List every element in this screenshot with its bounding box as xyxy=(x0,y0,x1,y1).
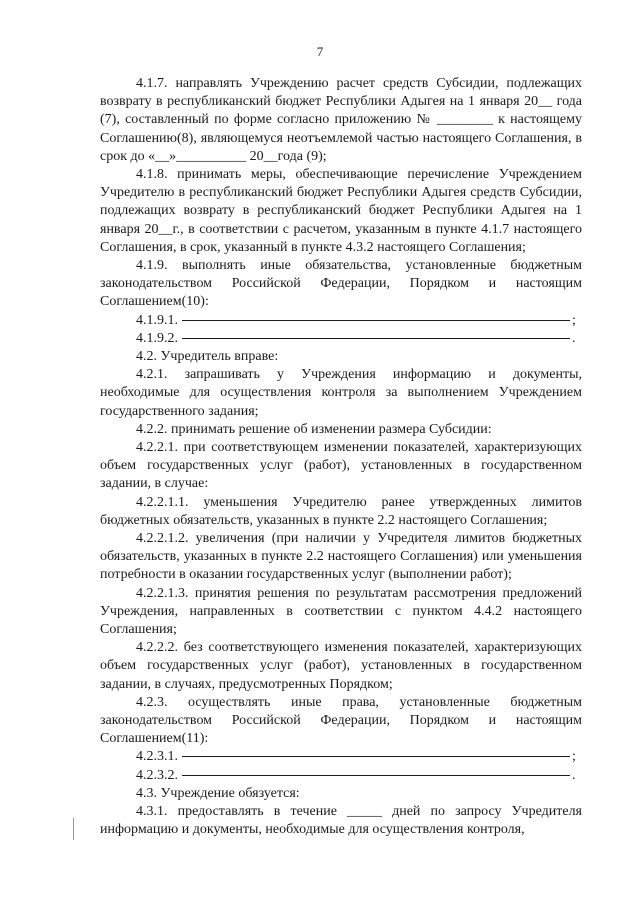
fill-in-number: 4.1.9.2. xyxy=(136,330,178,346)
clause-4-2-2-2: 4.2.2.2. без соответствующего изменения показателей, характеризующих объем государственных услуг (работ), установленных в государственном задании, в случаях, предусмотренных Порядком; xyxy=(100,640,582,692)
clause-4-2-2-1-3: 4.2.2.1.3. принятия решения по результатам рассмотрения предложений Учреждения, направленных в соответствии с пунктом 4.4.2 настоящего Соглашения; xyxy=(100,585,582,638)
fill-in-number: 4.1.9.1. xyxy=(136,312,178,328)
fill-in-underline xyxy=(182,756,570,757)
clause-4-3-1: 4.3.1. предоставлять в течение _____ дней по запросу Учредителя информацию и документы, необходимые для осуществления контроля, xyxy=(100,804,582,838)
scan-margin-mark xyxy=(73,818,74,840)
clause-4-2-2-1-1: 4.2.2.1.1. уменьшения Учредителю ранее утвержденных лимитов бюджетных обязательств, указанных в пункте 2.2 настоящего Соглашения; xyxy=(100,494,582,528)
fill-in-line-4-1-9-2 xyxy=(100,330,582,348)
clause-4-1-8: 4.1.8. принимать меры, обеспечивающие перечисление Учреждением Учредителю в республиканский бюджет Республики Адыгея средств Субсидии, подлежащих возврату в республиканский бюджет Республики Адыгея на 1 января 20__г., в соответствии с расчетом, указанным в пункте 4.1.7 настоящего Соглашения, в срок, указанный в пункте 4.3.2 настоящего Соглашения; xyxy=(100,167,582,255)
fill-in-number: 4.2.3.1. xyxy=(136,749,178,765)
document-body xyxy=(100,75,582,839)
fill-in-line-4-1-9-1 xyxy=(100,312,582,330)
clause-4-2-2-1: 4.2.2.1. при соответствующем изменении показателей, характеризующих объем государственных услуг (работ), установленных в государственном задании, в случае: xyxy=(100,440,582,492)
clause-4-1-9: 4.1.9. выполнять иные обязательства, установленные бюджетным законодательством Российской Федерации, Порядком и настоящим Соглашением(10): xyxy=(100,258,582,310)
fill-in-underline xyxy=(182,320,570,321)
fill-in-line-4-2-3-2 xyxy=(100,767,582,785)
clause-4-2-2: 4.2.2. принимать решение об изменении размера Субсидии: xyxy=(136,421,492,437)
clause-4-2-1: 4.2.1. запрашивать у Учреждения информацию и документы, необходимые для осуществления контроля за выполнением Учреждением государственного задания; xyxy=(100,367,582,419)
clause-4-2: 4.2. Учредитель вправе: xyxy=(136,349,279,365)
clause-4-2-2-1-2: 4.2.2.1.2. увеличения (при наличии у Учредителя лимитов бюджетных обязательств, указанных в пункте 2.2 настоящего Соглашения) или уменьшения потребности в оказании государственных услуг (выполнении работ); xyxy=(100,531,582,583)
clause-4-2-3: 4.2.3. осуществлять иные права, установленные бюджетным законодательством Российской Федерации, Порядком и настоящим Соглашением(11): xyxy=(100,694,582,747)
fill-in-line-4-2-3-1 xyxy=(100,748,582,766)
fill-in-number: 4.2.3.2. xyxy=(136,767,178,783)
fill-in-punctuation: ; xyxy=(572,312,576,328)
fill-in-underline xyxy=(182,338,570,339)
fill-in-punctuation: . xyxy=(572,330,576,346)
fill-in-underline xyxy=(182,775,570,776)
fill-in-punctuation: ; xyxy=(572,749,576,765)
clause-4-3: 4.3. Учреждение обязуется: xyxy=(136,785,300,801)
fill-in-punctuation: . xyxy=(572,767,576,783)
clause-4-1-7: 4.1.7. направлять Учреждению расчет средств Субсидии, подлежащих возврату в республиканский бюджет Республики Адыгея на 1 января 20__ года (7), составленный по форме согласно приложению № ________ к настоящему Соглашению(8), являющемуся неотъемлемой частью настоящего Соглашения, в срок до «__»__________ 20__года (9); xyxy=(100,76,582,164)
page-number: 7 xyxy=(316,44,324,59)
